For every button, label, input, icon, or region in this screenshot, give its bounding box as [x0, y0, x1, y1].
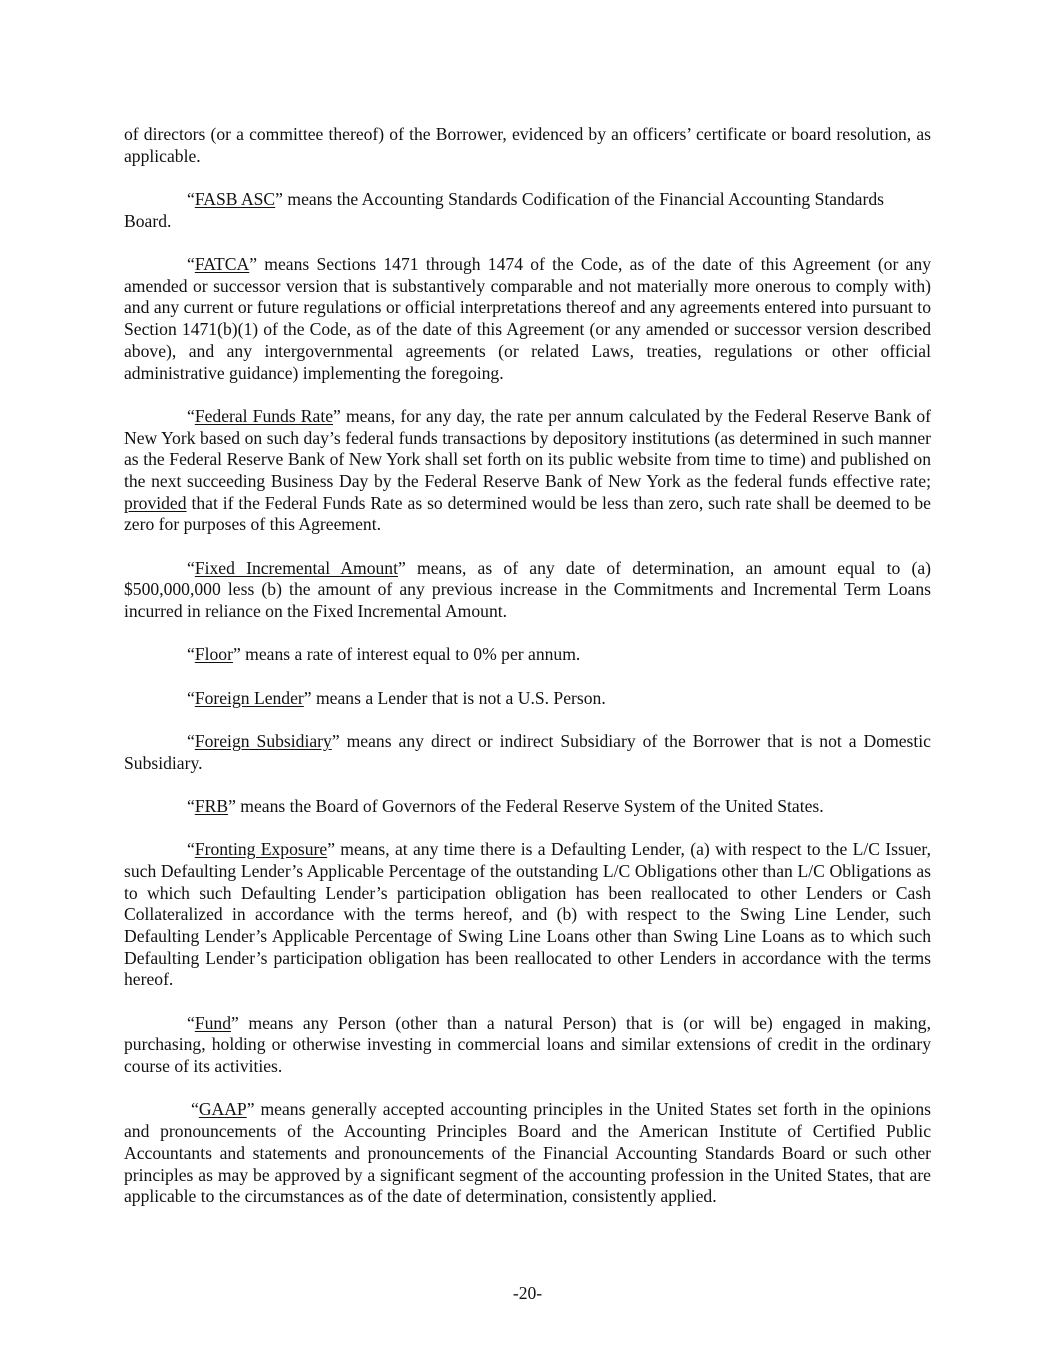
- definition-gaap: “GAAP” means generally accepted accounting principles in the United States set forth in the opinions and pronouncements of the Accounting Principles Board and the American Institute of Certified Public Accountants and statements and pronouncements of the Financial Accounting Standards Board or such other principles as may be approved by a significant segment of the accounting profession in the United States, that are applicable to the circumstances as of the date of determination, consistently applied.: [124, 1099, 931, 1207]
- definition-fund: “Fund” means any Person (other than a natural Person) that is (or will be) engaged in making, purchasing, holding or otherwise investing in commercial loans and similar extensions of credit in the ordinary course of its activities.: [124, 1012, 931, 1077]
- definition-fronting-exposure: “Fronting Exposure” means, at any time there is a Defaulting Lender, (a) with respect to the L/C Issuer, such Defaulting Lender’s Applicable Percentage of the outstanding L/C Obligations other than L/C Obligations as to which such Defaulting Lender’s participation obligation has been reallocated to other Lenders or Cash Collateralized in accordance with the terms hereof, and (b) with respect to the Swing Line Lender, such Defaulting Lender’s Applicable Percentage of Swing Line Loans other than Swing Line Loans as to which such Defaulting Lender’s participation obligation has been reallocated to other Lenders in accordance with the terms hereof.: [124, 839, 931, 990]
- definition-federal-funds-rate: “Federal Funds Rate” means, for any day, the rate per annum calculated by the Federal Reserve Bank of New York based on such day’s federal funds transactions by depository institutions (as determined in such manner as the Federal Reserve Bank of New York shall set forth on its public website from time to time) and published on the next succeeding Business Day by the Federal Reserve Bank of New York as the federal funds effective rate; provided that if the Federal Funds Rate as so determined would be less than zero, such rate shall be deemed to be zero for purposes of this Agreement.: [124, 405, 931, 535]
- definition-foreign-subsidiary: “Foreign Subsidiary” means any direct or indirect Subsidiary of the Borrower that is not a Domestic Subsidiary.: [124, 730, 931, 773]
- defined-term: FASB ASC: [194, 189, 276, 209]
- defined-term: FRB: [194, 795, 229, 816]
- defined-term: FATCA: [194, 254, 250, 274]
- page-number: -20-: [512, 1283, 543, 1303]
- definition-fasb-asc: “FASB ASC” means the Accounting Standards Codification of the Financial Accounting Standards Board.: [124, 189, 884, 231]
- definition-frb: “FRB” means the Board of Governors of the Federal Reserve System of the United States.: [187, 795, 824, 816]
- defined-term: Foreign Lender: [194, 687, 304, 708]
- defined-term: Federal Funds Rate: [194, 405, 334, 426]
- defined-term: Fixed Incremental Amount: [194, 557, 398, 578]
- defined-term: GAAP: [198, 1099, 247, 1120]
- definition-fatca: “FATCA” means Sections 1471 through 1474 of the Code, as of the date of this Agreement (or any amended or successor version that is substantively comparable and not materially more onerous to comply with) and any current or future regulations or official interpretations thereof and any agreements entered into pursuant to Section 1471(b)(1) of the Code, as of the date of this Agreement (or any amended or successor version described above), and any intergovernmental agreements (or related Laws, treaties, regulations or other official administrative guidance) implementing the foregoing.: [124, 254, 931, 383]
- continuation-paragraph: of directors (or a committee thereof) of the Borrower, evidenced by an officers’ certificate or board resolution, as applicable.: [124, 124, 931, 166]
- definition-floor: “Floor” means a rate of interest equal to 0% per annum.: [187, 644, 581, 665]
- provided-emphasis: provided: [124, 492, 187, 513]
- defined-term: Fund: [194, 1012, 231, 1033]
- defined-term: Fronting Exposure: [194, 839, 328, 860]
- definition-foreign-lender: “Foreign Lender” means a Lender that is not a U.S. Person.: [187, 687, 606, 708]
- defined-term: Floor: [194, 644, 233, 665]
- document-body: [124, 124, 931, 1230]
- defined-term: Foreign Subsidiary: [194, 730, 332, 751]
- definition-fixed-incremental-amount: “Fixed Incremental Amount” means, as of any date of determination, an amount equal to (a) $500,000,000 less (b) the amount of any previous increase in the Commitments and Incremental Term Loans incurred in reliance on the Fixed Incremental Amount.: [124, 557, 931, 622]
